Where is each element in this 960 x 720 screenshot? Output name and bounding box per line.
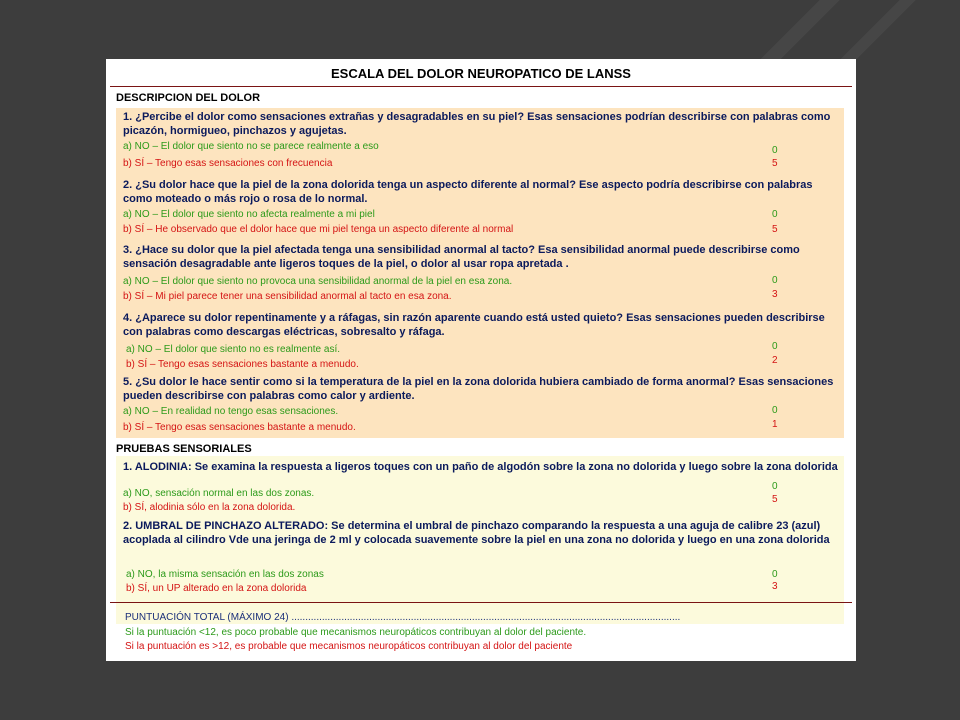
sensory-test-2-score-no: 0 bbox=[772, 569, 778, 580]
sensory-test-2-option-yes: b) SÍ, un UP alterado en la zona dolorida bbox=[126, 583, 307, 594]
question-2: 2. ¿Su dolor hace que la piel de la zona dolorida tenga un aspecto diferente al normal? Ese aspecto podría describirse con palabras como moteado o más rojo o rosa de lo normal. bbox=[123, 179, 813, 205]
sensory-header: PRUEBAS SENSORIALES bbox=[116, 443, 252, 455]
title-divider bbox=[110, 86, 852, 87]
question-4-score-yes: 2 bbox=[772, 355, 778, 366]
question-5-score-no: 0 bbox=[772, 405, 778, 416]
sensory-test-2-option-no: a) NO, la misma sensación en las dos zonas bbox=[126, 569, 324, 580]
sensory-test-1-score-no: 0 bbox=[772, 481, 778, 492]
question-2-option-yes: b) SÍ – He observado que el dolor hace que mi piel tenga un aspecto diferente al normal bbox=[123, 224, 514, 235]
question-5-score-yes: 1 bbox=[772, 419, 778, 430]
question-1-option-no: a) NO – El dolor que siento no se parece realmente a eso bbox=[123, 141, 379, 152]
question-3-option-no: a) NO – El dolor que siento no provoca una sensibilidad anormal de la piel en esa zona. bbox=[123, 276, 513, 287]
total-score-label: PUNTUACIÓN TOTAL (MÁXIMO 24) ............................................................................................................................................ bbox=[125, 612, 681, 623]
question-2-option-no: a) NO – El dolor que siento no afecta realmente a mi piel bbox=[123, 209, 375, 220]
slide bbox=[106, 59, 856, 661]
total-interpretation-high: Si la puntuación es >12, es probable que mecanismos neuropáticos contribuyan al dolor del paciente bbox=[125, 641, 573, 652]
question-3: 3. ¿Hace su dolor que la piel afectada tenga una sensibilidad anormal al tacto? Esa sensibilidad anormal puede describirse como sensación desagradable ante ligeros toques de la piel, o dolor al usar ropa apretada . bbox=[123, 244, 800, 270]
question-1-score-yes: 5 bbox=[772, 158, 778, 169]
description-panel bbox=[116, 108, 844, 438]
question-5: 5. ¿Su dolor le hace sentir como si la temperatura de la piel en la zona dolorida hubiera cambiado de forma anormal? Esas sensaciones pueden describirse con palabras como calor y ardiente. bbox=[123, 376, 834, 402]
question-4: 4. ¿Aparece su dolor repentinamente y a ráfagas, sin razón aparente cuando está usted quieto? Esas sensaciones pueden describirse con palabras como descargas eléctricas, sobresalto y ráfaga. bbox=[123, 312, 825, 338]
sensory-test-2-score-yes: 3 bbox=[772, 581, 778, 592]
sensory-test-1: 1. ALODINIA: Se examina la respuesta a ligeros toques con un paño de algodón sobre la zona no dolorida y luego sobre la zona dolorida bbox=[123, 461, 838, 473]
question-4-option-yes: b) SÍ – Tengo esas sensaciones bastante a menudo. bbox=[126, 359, 359, 370]
question-3-option-yes: b) SÍ – Mi piel parece tener una sensibilidad anormal al tacto en esa zona. bbox=[123, 291, 452, 302]
sensory-panel bbox=[116, 456, 844, 624]
description-header: DESCRIPCION DEL DOLOR bbox=[116, 92, 261, 104]
scale-title: ESCALA DEL DOLOR NEUROPATICO DE LANSS bbox=[331, 66, 631, 81]
question-1-score-no: 0 bbox=[772, 145, 778, 156]
sensory-test-1-option-no: a) NO, sensación normal en las dos zonas. bbox=[123, 488, 315, 499]
question-4-option-no: a) NO – El dolor que siento no es realmente así. bbox=[126, 344, 341, 355]
sensory-test-1-score-yes: 5 bbox=[772, 494, 778, 505]
question-1-option-yes: b) SÍ – Tengo esas sensaciones con frecuencia bbox=[123, 158, 333, 169]
total-interpretation-low: Si la puntuación <12, es poco probable que mecanismos neuropáticos contribuyan al dolor del paciente. bbox=[125, 627, 587, 638]
question-3-score-yes: 3 bbox=[772, 289, 778, 300]
question-1: 1. ¿Percibe el dolor como sensaciones extrañas y desagradables en su piel? Esas sensaciones podrían describirse con palabras como picazón, hormigueo, pinchazos y agujetas. bbox=[123, 111, 831, 137]
question-5-option-no: a) NO – En realidad no tengo esas sensaciones. bbox=[123, 406, 339, 417]
question-2-score-no: 0 bbox=[772, 209, 778, 220]
question-5-option-yes: b) SÍ – Tengo esas sensaciones bastante a menudo. bbox=[123, 422, 356, 433]
total-divider bbox=[110, 602, 852, 603]
question-2-score-yes: 5 bbox=[772, 224, 778, 235]
sensory-test-2: 2. UMBRAL DE PINCHAZO ALTERADO: Se determina el umbral de pinchazo comparando la respuesta a una aguja de calibre 23 (azul) acoplada al cilindro Vde una jeringa de 2 ml y colocada suavemente sobre la piel en una zona no dolorida y luego en una zona dolorida bbox=[123, 520, 830, 546]
question-3-score-no: 0 bbox=[772, 275, 778, 286]
question-4-score-no: 0 bbox=[772, 341, 778, 352]
sensory-test-1-option-yes: b) SÍ, alodinia sólo en la zona dolorida. bbox=[123, 502, 296, 513]
